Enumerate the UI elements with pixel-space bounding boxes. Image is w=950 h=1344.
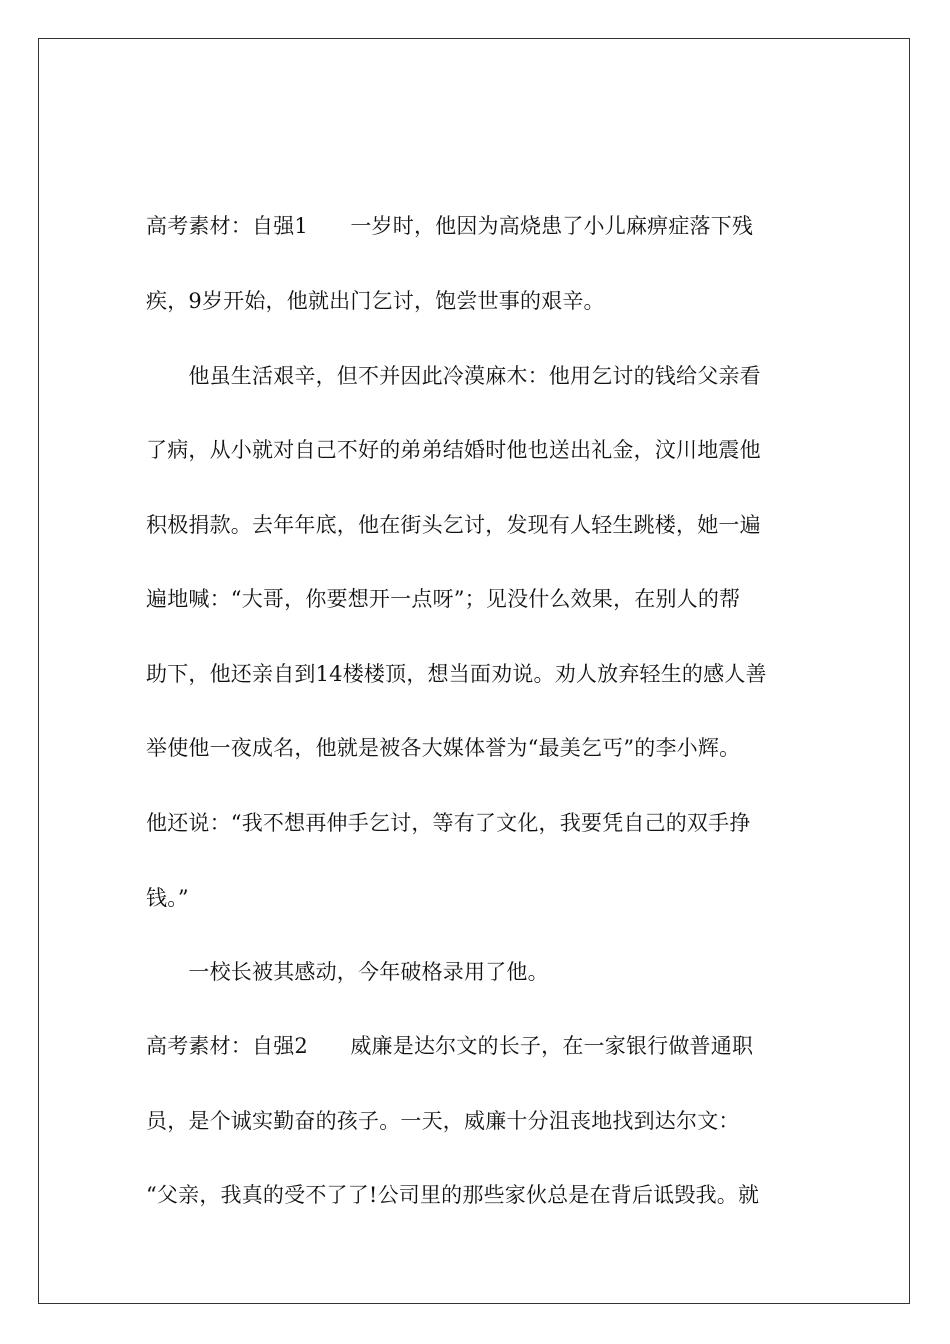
text-line: 积极捐款。去年年底，他在街头乞讨，发现有人轻生跳楼，她一遍 xyxy=(146,513,761,537)
text-line: 钱。” xyxy=(146,886,189,910)
text-line: 举使他一夜成名，他就是被各大媒体誉为“最美乞丐”的李小辉。 xyxy=(146,736,741,760)
text-line: 他还说：“我不想再伸手乞讨，等有了文化，我要凭自己的双手挣 xyxy=(146,811,751,835)
text-line: 遍地喊：“大哥，你要想开一点呀”；见没什么效果，在别人的帮 xyxy=(146,587,741,611)
text-line: 了病，从小就对自己不好的弟弟结婚时他也送出礼金，汶川地震他 xyxy=(146,438,761,462)
text-line: 高考素材：自强1 一岁时，他因为高烧患了小儿麻痹症落下残 xyxy=(146,214,754,238)
text-line: 助下，他还亲自到14楼楼顶，想当面劝说。劝人放弃轻生的感人善 xyxy=(146,662,767,686)
text-line: “父亲，我真的受不了了!公司里的那些家伙总是在背后诋毁我。就 xyxy=(146,1183,760,1207)
text-line: 一校长被其感动，今年破格录用了他。 xyxy=(146,960,549,984)
text-line: 高考素材：自强2 威廉是达尔文的长子，在一家银行做普通职 xyxy=(146,1034,754,1058)
text-line: 疾，9岁开始，他就出门乞讨，饱尝世事的艰辛。 xyxy=(146,289,605,313)
text-line: 员，是个诚实勤奋的孩子。一天，威廉十分沮丧地找到达尔文： xyxy=(146,1109,740,1133)
text-line: 他虽生活艰辛，但不并因此冷漠麻木：他用乞讨的钱给父亲看 xyxy=(146,364,761,388)
